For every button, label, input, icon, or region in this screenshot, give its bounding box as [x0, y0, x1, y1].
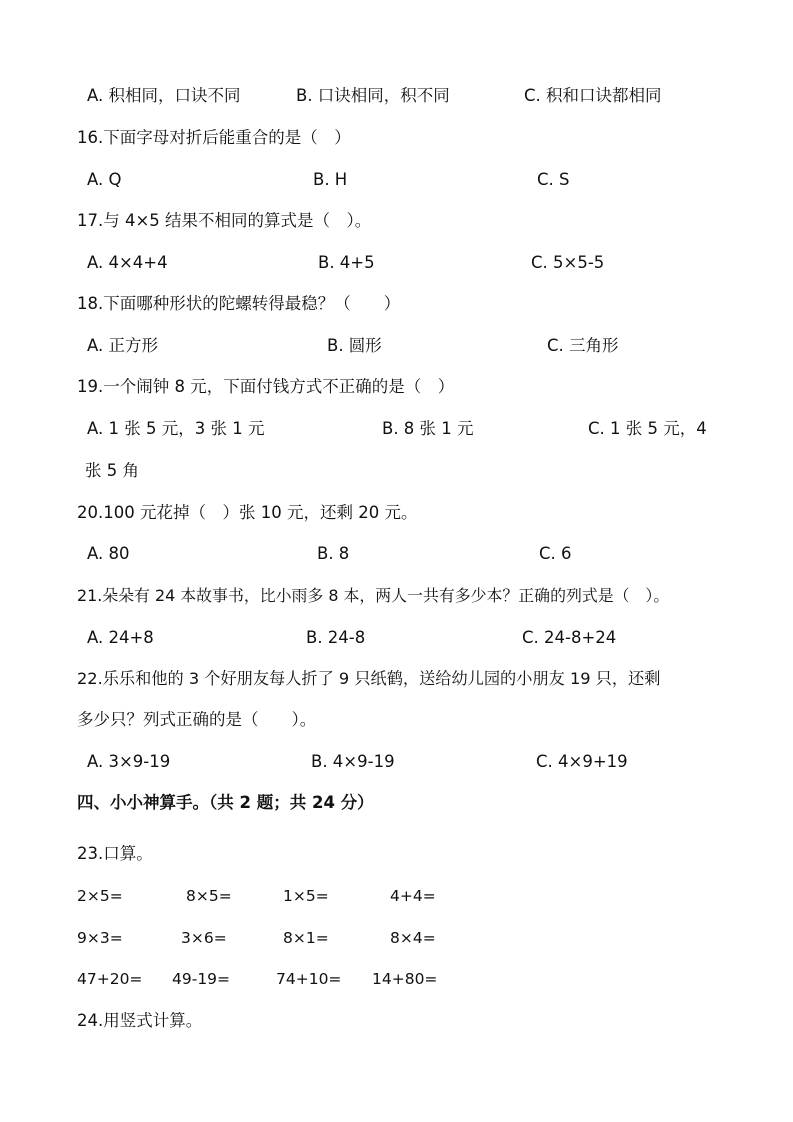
- calc-item: 49-19=: [172, 970, 231, 988]
- calc-item: 4+4=: [390, 887, 436, 905]
- q19-option-c-wrap: 张 5 角: [85, 461, 139, 480]
- q20-stem: 20.100 元花掉（ ）张 10 元，还剩 20 元。: [77, 503, 418, 522]
- calc-item: 14+80=: [372, 970, 438, 988]
- q15-option-a: A. 积相同，口诀不同: [87, 86, 241, 105]
- q24-stem: 24.用竖式计算。: [77, 1011, 203, 1030]
- q22-option-b: B. 4×9-19: [311, 752, 395, 771]
- q22-option-c: C. 4×9+19: [536, 752, 628, 771]
- q19-stem: 19.一个闹钟 8 元，下面付钱方式不正确的是（ ）: [77, 377, 455, 396]
- section-heading: 四、小小神算手。（共 2 题；共 24 分）: [77, 793, 374, 812]
- q15-option-c: C. 积和口诀都相同: [524, 86, 662, 105]
- q18-option-b: B. 圆形: [327, 336, 382, 355]
- calc-item: 74+10=: [276, 970, 342, 988]
- q16-stem: 16.下面字母对折后能重合的是（ ）: [77, 128, 351, 147]
- calc-item: 3×6=: [181, 929, 227, 947]
- q23-stem: 23.口算。: [77, 844, 153, 863]
- q16-option-b: B. H: [313, 170, 348, 189]
- calc-item: 9×3=: [77, 929, 123, 947]
- q22-stem: 22.乐乐和他的 3 个好朋友每人折了 9 只纸鹤，送给幼儿园的小朋友 19 只，还剩: [77, 669, 661, 688]
- q21-option-c: C. 24-8+24: [522, 628, 617, 647]
- q21-option-a: A. 24+8: [87, 628, 154, 647]
- q21-option-b: B. 24-8: [306, 628, 366, 647]
- q22-option-a: A. 3×9-19: [87, 752, 171, 771]
- q22-stem-continued: 多少只？列式正确的是（ ）。: [77, 710, 317, 729]
- q20-option-a: A. 80: [87, 544, 130, 563]
- q18-option-c: C. 三角形: [547, 336, 619, 355]
- q18-option-a: A. 正方形: [87, 336, 158, 355]
- calc-item: 8×5=: [186, 887, 232, 905]
- q20-option-b: B. 8: [317, 544, 350, 563]
- q21-stem: 21.朵朵有 24 本故事书，比小雨多 8 本，两人一共有多少本？正确的列式是（ ）。: [77, 586, 670, 605]
- calc-item: 47+20=: [77, 970, 143, 988]
- q17-option-b: B. 4+5: [318, 253, 375, 272]
- q16-option-a: A. Q: [87, 170, 122, 189]
- q17-stem: 17.与 4×5 结果不相同的算式是（ ）。: [77, 211, 372, 230]
- q17-option-c: C. 5×5-5: [531, 253, 605, 272]
- q20-option-c: C. 6: [539, 544, 572, 563]
- q16-option-c: C. S: [537, 170, 570, 189]
- calc-item: 1×5=: [283, 887, 329, 905]
- calc-item: 8×1=: [283, 929, 329, 947]
- q19-option-c: C. 1 张 5 元，4: [588, 419, 707, 438]
- q19-option-b: B. 8 张 1 元: [382, 419, 474, 438]
- q18-stem: 18.下面哪种形状的陀螺转得最稳？（ ）: [77, 294, 401, 313]
- q19-option-a: A. 1 张 5 元，3 张 1 元: [87, 419, 265, 438]
- q15-option-b: B. 口诀相同，积不同: [296, 86, 450, 105]
- calc-item: 2×5=: [77, 887, 123, 905]
- q17-option-a: A. 4×4+4: [87, 253, 168, 272]
- calc-item: 8×4=: [390, 929, 436, 947]
